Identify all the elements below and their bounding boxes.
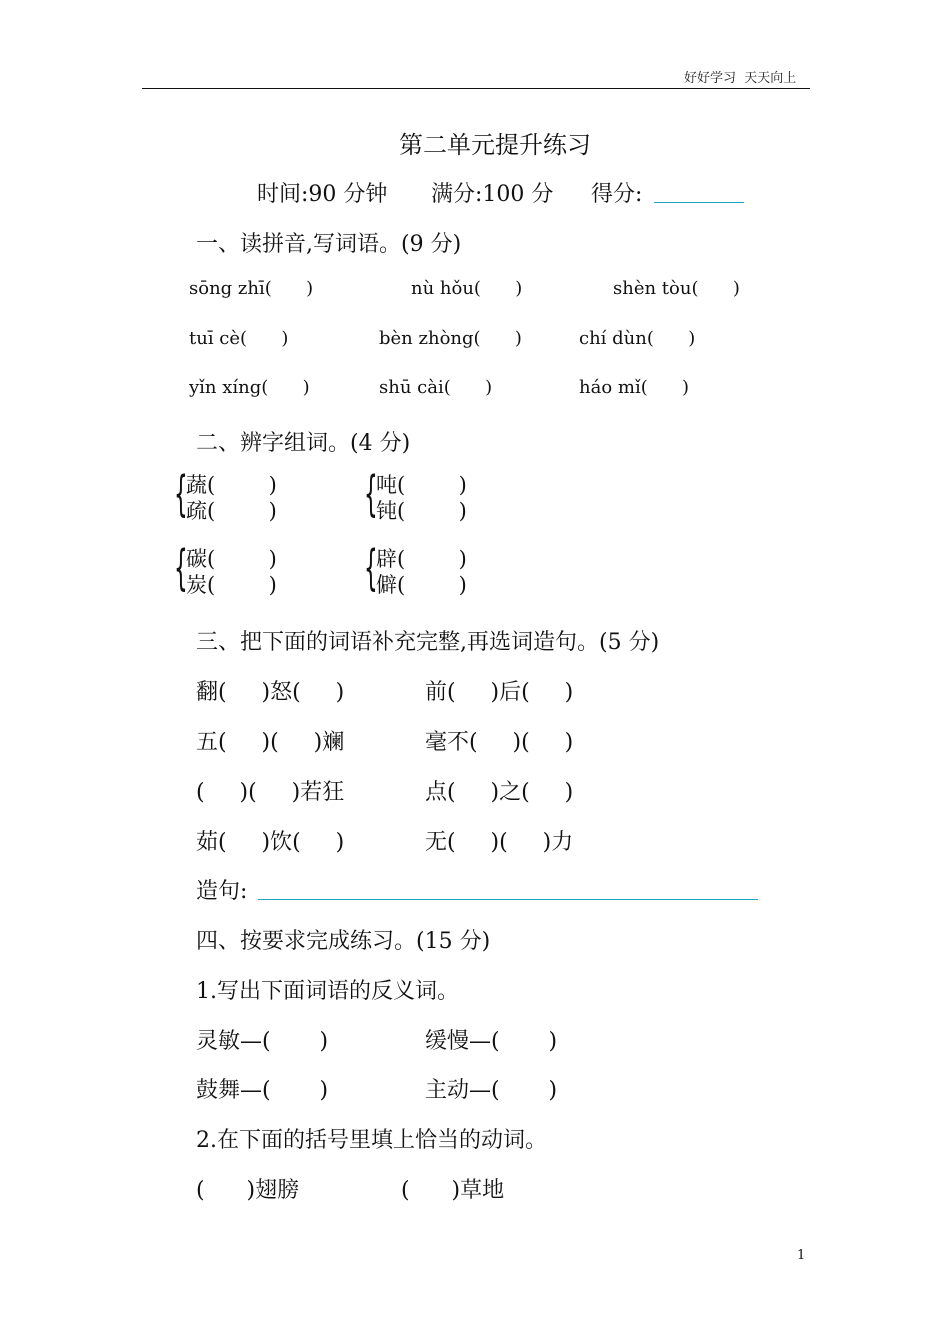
char-pair-b[interactable]: 钝( )	[376, 499, 467, 523]
char-pair-a[interactable]: 蔬( )	[186, 473, 277, 497]
page-title: 第二单元提升练习	[399, 131, 591, 159]
idiom-blank[interactable]: 茹( )饮( )	[196, 830, 345, 855]
idiom-blank[interactable]: 毫不( )( )	[425, 730, 574, 755]
score-blank[interactable]	[654, 202, 744, 203]
brace-icon: {	[364, 540, 378, 596]
verb-blank[interactable]: ( )草地	[401, 1178, 505, 1203]
idiom-blank[interactable]: 五( )( )斓	[196, 730, 345, 755]
pinyin-item[interactable]: sōng zhī( )	[189, 278, 314, 299]
header-slogan: 好好学习 天天向上	[684, 71, 797, 86]
antonym-blank[interactable]: 缓慢—( )	[425, 1029, 558, 1054]
section2-heading: 二、辨字组词。(4 分)	[196, 431, 411, 456]
brace-icon: {	[364, 466, 378, 522]
idiom-blank[interactable]: 前( )后( )	[425, 680, 574, 705]
char-pair-a[interactable]: 辟( )	[376, 547, 467, 571]
idiom-blank[interactable]: 点( )之( )	[425, 780, 574, 805]
brace-icon: {	[174, 540, 188, 596]
pinyin-item[interactable]: háo mǐ( )	[579, 377, 690, 398]
time-label: 时间:90 分钟	[257, 182, 388, 207]
idiom-blank[interactable]: ( )( )若狂	[196, 780, 345, 805]
char-pair-b[interactable]: 疏( )	[186, 499, 277, 523]
header-rule	[142, 88, 810, 89]
full-score-label: 满分:100 分	[431, 182, 554, 207]
antonym-blank[interactable]: 主动—( )	[425, 1078, 558, 1103]
idiom-blank[interactable]: 无( )( )力	[425, 830, 574, 855]
question-2: 2.在下面的括号里填上恰当的动词。	[196, 1128, 547, 1153]
pinyin-item[interactable]: chí dùn( )	[579, 328, 696, 349]
antonym-blank[interactable]: 灵敏—( )	[196, 1029, 329, 1054]
pinyin-item[interactable]: yǐn xíng( )	[189, 377, 310, 398]
sentence-blank[interactable]	[258, 899, 758, 900]
pinyin-item[interactable]: shū cài( )	[379, 377, 493, 398]
antonym-blank[interactable]: 鼓舞—( )	[196, 1078, 329, 1103]
section4-heading: 四、按要求完成练习。(15 分)	[196, 929, 491, 954]
score-label: 得分:	[591, 182, 643, 207]
brace-icon: {	[174, 466, 188, 522]
pinyin-item[interactable]: nù hǒu( )	[411, 278, 523, 299]
question-1: 1.写出下面词语的反义词。	[196, 979, 459, 1004]
idiom-blank[interactable]: 翻( )怒( )	[196, 680, 345, 705]
pinyin-item[interactable]: bèn zhòng( )	[379, 328, 522, 349]
char-pair-b[interactable]: 炭( )	[186, 573, 277, 597]
char-pair-b[interactable]: 僻( )	[376, 573, 467, 597]
sentence-label: 造句:	[196, 879, 248, 904]
section3-heading: 三、把下面的词语补充完整,再选词造句。(5 分)	[196, 630, 660, 655]
page-number: 1	[797, 1248, 806, 1263]
pinyin-item[interactable]: shèn tòu( )	[613, 278, 740, 299]
verb-blank[interactable]: ( )翅膀	[196, 1178, 300, 1203]
pinyin-item[interactable]: tuī cè( )	[189, 328, 289, 349]
char-pair-a[interactable]: 碳( )	[186, 547, 277, 571]
char-pair-a[interactable]: 吨( )	[376, 473, 467, 497]
section1-heading: 一、读拼音,写词语。(9 分)	[196, 232, 462, 257]
